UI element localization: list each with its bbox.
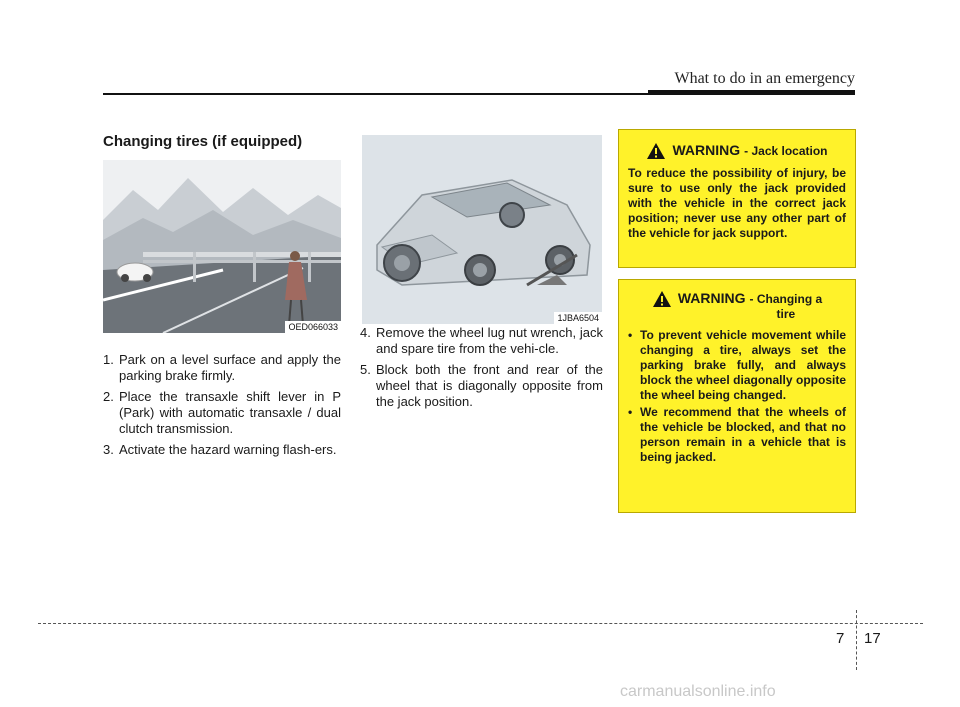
watermark: carmanualsonline.info xyxy=(620,683,776,700)
chapter-number: 7 xyxy=(836,630,845,647)
step-number: 4. xyxy=(360,325,371,340)
header-tab-bar xyxy=(648,90,855,95)
warning-subtitle: - Jack location xyxy=(744,144,828,158)
step-text: Park on a level surface and apply the parking brake firmly. xyxy=(119,352,341,383)
steps-list-right xyxy=(360,325,603,415)
warning-label: WARNING xyxy=(677,290,746,306)
list-item xyxy=(103,352,341,384)
bullet-dot: • xyxy=(628,328,633,342)
running-header: What to do in an emergency xyxy=(674,70,855,87)
warning-bullets xyxy=(628,328,846,465)
figure-code: 1JBA6504 xyxy=(554,312,602,324)
page-number: 17 xyxy=(864,630,881,647)
step-number: 1. xyxy=(103,352,114,367)
step-number: 5. xyxy=(360,362,371,377)
warning-box-changing-tire xyxy=(618,279,856,513)
step-text: Remove the wheel lug nut wrench, jack and spare tire from the vehi-cle. xyxy=(376,325,603,356)
warning-triangle-icon xyxy=(646,142,666,160)
list-item xyxy=(360,325,603,357)
warning-body: To reduce the possibility of injury, be sure to use only the jack provided with the vehicle in the correct jack position; never use any other part of the vehicle for jack support. xyxy=(628,166,846,240)
steps-list-left xyxy=(103,352,341,463)
list-item xyxy=(628,328,846,403)
roadside-illustration xyxy=(103,160,341,333)
step-number: 2. xyxy=(103,389,114,404)
step-text: Activate the hazard warning flash-ers. xyxy=(119,442,337,457)
figure-code: OED066033 xyxy=(285,321,341,333)
bullet-text: To prevent vehicle movement while changing a tire, always set the parking brake fully, and always block the wheel diagonally opposite the wheel being changed. xyxy=(640,328,846,402)
list-item xyxy=(360,362,603,410)
warning-heading xyxy=(628,142,846,160)
bullet-dot: • xyxy=(628,405,633,419)
footer-divider xyxy=(856,610,857,670)
step-number: 3. xyxy=(103,442,114,457)
warning-subtitle-line: - Changing a xyxy=(749,292,823,306)
step-text: Block both the front and rear of the wheel that is diagonally opposite from the jack position. xyxy=(376,362,603,409)
list-item xyxy=(103,442,341,458)
section-title: Changing tires (if equipped) xyxy=(103,133,303,150)
warning-label: WARNING xyxy=(672,142,741,158)
warning-subtitle xyxy=(750,292,823,322)
roadside-scene xyxy=(103,160,341,333)
bullet-text: We recommend that the wheels of the vehicle be blocked, and that no person remain in a vehicle that is being jacked. xyxy=(640,405,846,464)
warning-heading xyxy=(628,290,846,322)
step-text: Place the transaxle shift lever in P (Park) with automatic transaxle / dual clutch transmission. xyxy=(119,389,341,436)
list-item xyxy=(103,389,341,437)
car-scene xyxy=(362,135,602,324)
car-jack-illustration xyxy=(362,135,602,324)
footer-rule xyxy=(38,623,923,624)
list-item xyxy=(628,405,846,465)
warning-box-jack-location xyxy=(618,129,856,268)
warning-triangle-icon xyxy=(652,290,672,308)
warning-subtitle-line: tire xyxy=(776,307,796,321)
